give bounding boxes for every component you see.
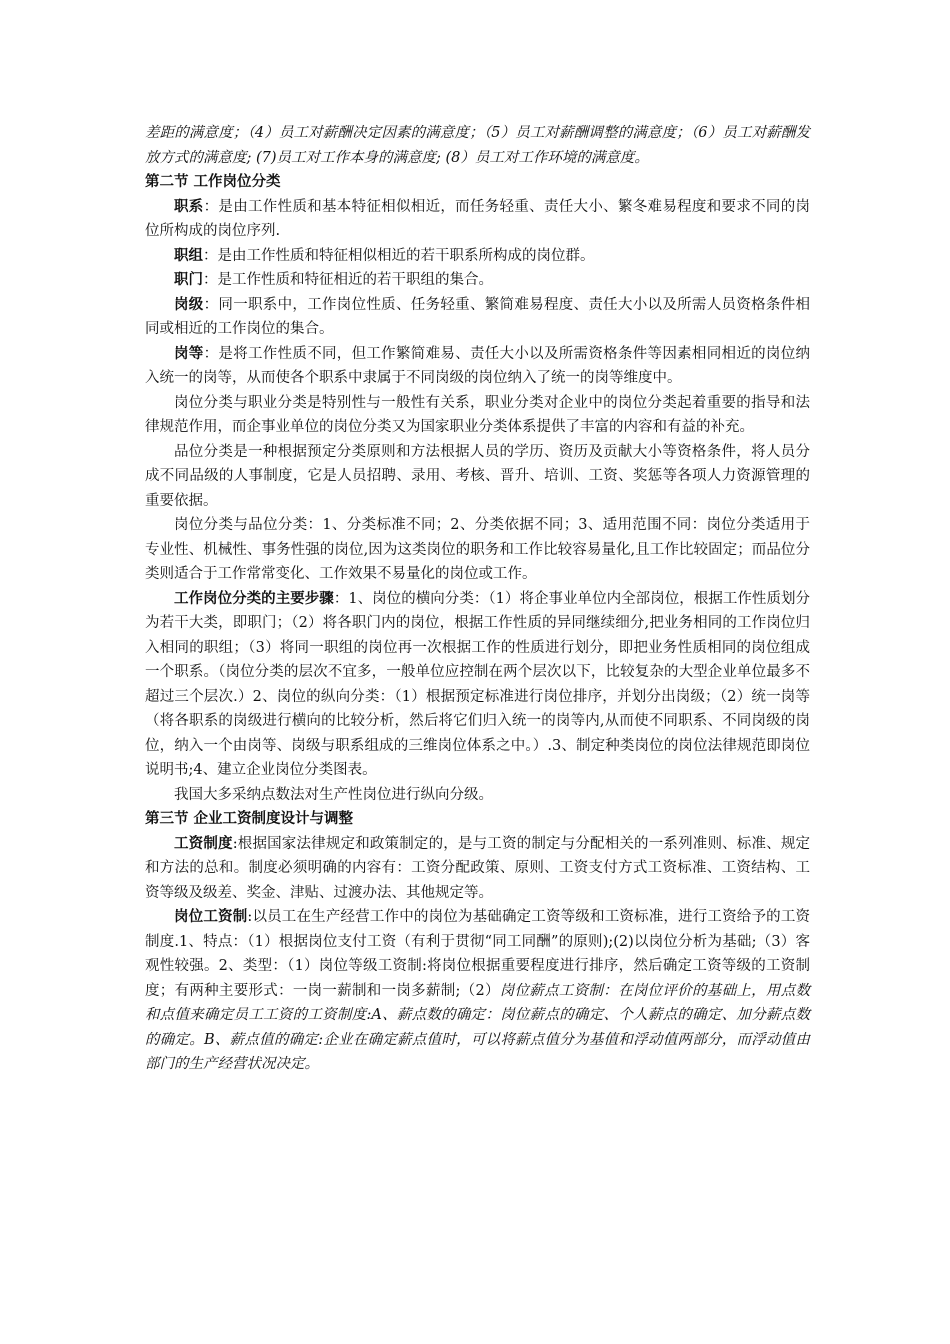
term-zhixi: 职系 (174, 197, 204, 215)
definition-zhimen (145, 268, 810, 293)
definition-post-wage (145, 905, 810, 1077)
term-wage-system: 工资制度 (174, 834, 233, 852)
definition-gangji (145, 293, 810, 342)
term-gangdeng: 岗等 (174, 344, 204, 362)
paragraph-steps (145, 587, 810, 783)
term-steps: 工作岗位分类的主要步骤 (174, 589, 334, 607)
text-steps: ：1、岗位的横向分类：（1）将企事业单位内全部岗位，根据工作性质划分为若干大类，即职门；（2）将各职门内的岗位，根据工作性质的异同继续细分,把业务相同的工作岗位归入相同的职组；（3）将同一职组的岗位再一次根据工作的性质进行划分，即把业务性质相同的岗位组成一个职系。（岗位分类的层次不宜多，一般单位应控制在两个层次以下，比较复杂的大型企业单位最多不超过三个层次.）2、岗位的纵向分类：（1）根据预定标准进行岗位排序，并划分出岗级；（2）统一岗等（将各职系的岗级进行横向的比较分析，然后将它们归入统一的岗等内,从而使不同职系、不同岗级的岗位，纳入一个由岗等、岗级与职系组成的三维岗位体系之中。）.3、制定种类岗位的岗位法律规范即岗位说明书;4、建立企业岗位分类图表。 (145, 590, 810, 778)
term-post-wage: 岗位工资制 (174, 908, 248, 925)
text-gangdeng: ：是将工作性质不同，但工作繁简难易、责任大小以及所需资格条件等因素相同相近的岗位纳入统一的岗等，从而使各个职系中隶属于不同岗级的岗位纳入了统一的岗等维度中。 (145, 345, 811, 386)
term-zhizu: 职组 (174, 246, 203, 264)
paragraph-relation: 岗位分类与职业分类是特别性与一般性有关系，职业分类对企业中的岗位分类起着重要的指导和法律规范作用，而企事业单位的岗位分类又为国家职业分类体系提供了丰富的内容和有益的补充。 (145, 394, 810, 435)
text-zhimen: ：是工作性质和特征相近的若干职组的集合。 (203, 272, 493, 288)
definition-zhizu (145, 244, 810, 269)
paragraph-compare: 岗位分类与品位分类：1、分类标准不同；2、分类依据不同；3、适用范围不同：岗位分类适用于专业性、机械性、事务性强的岗位,因为这类岗位的职务和工作比较容易量化,且工作比较固定；而品位分类则适合于工作常常变化、工作效果不易量化的岗位或工作。 (145, 517, 810, 582)
text-post-wage: :以员工在生产经营工作中的岗位为基础确定工资等级和工资标准，进行工资给予的工资制度.1、特点：（1）根据岗位支付工资（有利于贯彻“同工同酬”的原则);(2)以岗位分析为基础;（3）客观性较强。2、类型：（1）岗位等级工资制:将岗位根据重要程度进行排序，然后确定工资等级的工资制度；有两种主要形式：一岗一薪制和一岗多薪制;（2） (145, 909, 810, 999)
term-gangji: 岗级 (174, 295, 204, 313)
paragraph-points: 我国大多采纳点数法对生产性岗位进行纵向分级。 (174, 786, 493, 803)
definition-gangdeng (145, 342, 810, 391)
text-wage-system: :根据国家法律规定和政策制定的，是与工资的制定与分配相关的一系列准则、标准、规定和方法的总和。制度必须明确的内容有：工资分配政策、原则、工资支付方式工资标准、工资结构、工资等级及级差、奖金、津贴、过渡办法、其他规定等。 (145, 835, 811, 901)
section-2-title: 第二节 工作岗位分类 (145, 173, 281, 190)
term-zhimen: 职门 (174, 271, 203, 288)
definition-wage-system (145, 832, 810, 906)
definition-zhixi (145, 195, 810, 244)
intro-paragraph: 差距的满意度；（4）员工对薪酬决定因素的满意度；（5）员工对薪酬调整的满意度；（6）员工对薪酬发放方式的满意度; (7)员工对工作本身的满意度; (8）员工对工作环境的满意度。 (145, 125, 810, 166)
text-post-wage-italic: 岗位薪点工资制：在岗位评价的基础上，用点数和点值来确定员工工资的工资制度:A、薪点数的确定：岗位薪点的确定、个人薪点的确定、加分薪点数的确定。B、薪点值的确定:企业在确定薪点值时，可以将薪点值分为基值和浮动值两部分，而浮动值由部门的生产经营状况决定。 (145, 982, 811, 1072)
section-3-title: 第三节 企业工资制度设计与调整 (145, 810, 354, 827)
text-gangji: ：同一职系中，工作岗位性质、任务轻重、繁简难易程度、责任大小以及所需人员资格条件相同或相近的工作岗位的集合。 (145, 296, 811, 337)
document-page (145, 121, 810, 1077)
text-zhixi: ：是由工作性质和基本特征相似相近，而任务轻重、责任大小、繁冬难易程度和要求不同的岗位所构成的岗位序列. (145, 198, 811, 239)
paragraph-pinwei: 品位分类是一种根据预定分类原则和方法根据人员的学历、资历及贡献大小等资格条件，将人员分成不同品级的人事制度，它是人员招聘、录用、考核、晋升、培训、工资、奖惩等各项人力资源管理的重要依据。 (145, 443, 810, 509)
text-zhizu: ：是由工作性质和特征相似相近的若干职系所构成的岗位群。 (203, 247, 595, 264)
